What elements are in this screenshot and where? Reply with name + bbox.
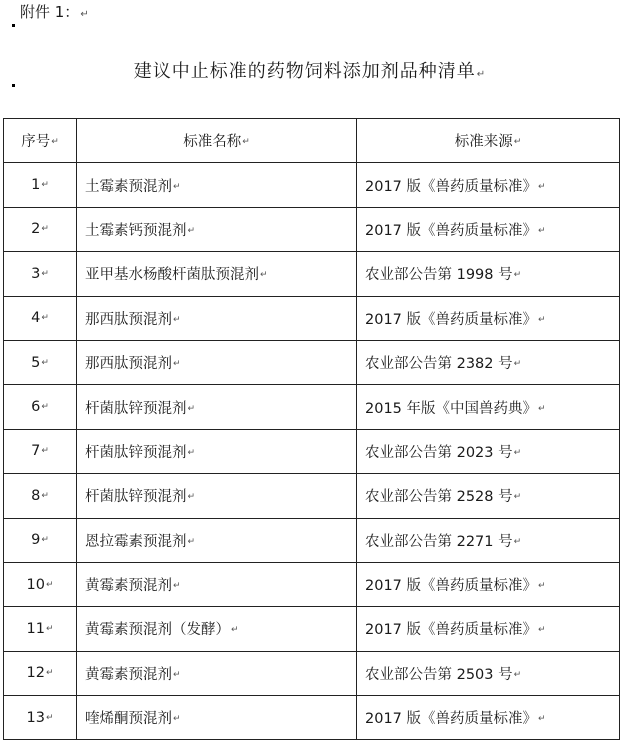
table-row	[4, 651, 620, 695]
paragraph-mark-icon: ↵	[476, 69, 487, 80]
table-row	[4, 385, 620, 429]
cell-seq: 8↵	[4, 474, 77, 518]
cell-standard-name: 杆菌肽锌预混剂↵	[77, 429, 357, 473]
table-row	[4, 429, 620, 473]
cell-standard-source: 2015 年版《中国兽药典》↵	[357, 385, 620, 429]
cell-seq: 6↵	[4, 385, 77, 429]
table-row	[4, 163, 620, 207]
cell-standard-source: 农业部公告第 2023 号↵	[357, 429, 620, 473]
attachment-label	[20, 1, 89, 26]
header-standard-source: 标准来源↵	[357, 119, 620, 163]
cell-standard-source: 2017 版《兽药质量标准》↵	[357, 696, 620, 740]
cell-seq: 4↵	[4, 296, 77, 340]
cell-seq: 2↵	[4, 207, 77, 251]
table-row	[4, 340, 620, 384]
cell-mark-icon: ↵	[45, 712, 54, 723]
cell-standard-source: 2017 版《兽药质量标准》↵	[357, 296, 620, 340]
cell-mark-icon: ↵	[173, 669, 181, 680]
cell-mark-icon: ↵	[45, 579, 54, 590]
cell-mark-icon: ↵	[41, 313, 49, 324]
cell-mark-icon: ↵	[45, 623, 54, 634]
table-row	[4, 696, 620, 740]
cell-mark-icon: ↵	[187, 492, 196, 503]
table-row	[4, 562, 620, 606]
document-title	[0, 58, 620, 89]
cell-seq: 3↵	[4, 252, 77, 296]
cell-mark-icon: ↵	[513, 536, 522, 547]
cell-mark-icon: ↵	[173, 181, 181, 192]
standards-table	[3, 118, 620, 740]
cell-mark-icon: ↵	[538, 403, 546, 414]
cell-mark-icon: ↵	[173, 359, 181, 370]
cell-seq: 10↵	[4, 562, 77, 606]
cell-mark-icon: ↵	[538, 714, 546, 725]
cell-mark-icon: ↵	[538, 625, 546, 636]
cell-standard-name: 黄霉素预混剂（发酵）↵	[77, 607, 357, 651]
cell-mark-icon: ↵	[173, 714, 181, 725]
cell-standard-source: 农业部公告第 2503 号↵	[357, 651, 620, 695]
cell-standard-name: 恩拉霉素预混剂↵	[77, 518, 357, 562]
cell-mark-icon: ↵	[41, 357, 49, 368]
cell-mark-icon: ↵	[187, 447, 196, 458]
table-row	[4, 518, 620, 562]
header-standard-name: 标准名称↵	[77, 119, 357, 163]
table-header-row	[4, 119, 620, 163]
cell-standard-source: 2017 版《兽药质量标准》↵	[357, 607, 620, 651]
cell-standard-source: 2017 版《兽药质量标准》↵	[357, 562, 620, 606]
cell-standard-source: 2017 版《兽药质量标准》↵	[357, 163, 620, 207]
cell-seq: 11↵	[4, 607, 77, 651]
cell-standard-source: 农业部公告第 1998 号↵	[357, 252, 620, 296]
cell-mark-icon: ↵	[187, 403, 196, 414]
cell-mark-icon: ↵	[41, 180, 49, 191]
cell-seq: 7↵	[4, 429, 77, 473]
table-body	[4, 163, 620, 740]
cell-mark-icon: ↵	[513, 447, 522, 458]
cell-standard-name: 杆菌肽锌预混剂↵	[77, 474, 357, 518]
cell-seq: 13↵	[4, 696, 77, 740]
table-row	[4, 296, 620, 340]
table-row	[4, 607, 620, 651]
document-title-text: 建议中止标准的药物饲料添加剂品种清单	[133, 61, 476, 82]
cell-mark-icon: ↵	[513, 270, 522, 281]
cell-mark-icon: ↵	[173, 581, 181, 592]
cell-mark-icon: ↵	[538, 581, 546, 592]
cell-standard-name: 那西肽预混剂↵	[77, 340, 357, 384]
cell-standard-name: 土霉素预混剂↵	[77, 163, 357, 207]
cell-mark-icon: ↵	[45, 668, 54, 679]
cell-standard-name: 黄霉素预混剂↵	[77, 651, 357, 695]
table-row	[4, 207, 620, 251]
cell-mark-icon: ↵	[231, 625, 239, 636]
cell-standard-source: 2017 版《兽药质量标准》↵	[357, 207, 620, 251]
cell-mark-icon: ↵	[41, 446, 49, 457]
cell-standard-source: 农业部公告第 2271 号↵	[357, 518, 620, 562]
cell-mark-icon: ↵	[242, 137, 250, 148]
cell-seq: 9↵	[4, 518, 77, 562]
table-row	[4, 474, 620, 518]
paragraph-mark-icon: ↵	[80, 9, 89, 20]
cell-mark-icon: ↵	[513, 359, 522, 370]
cell-mark-icon: ↵	[538, 181, 546, 192]
cell-mark-icon: ↵	[538, 314, 546, 325]
cell-mark-icon: ↵	[187, 536, 196, 547]
paragraph-bullet-marker	[12, 24, 15, 27]
cell-seq: 5↵	[4, 340, 77, 384]
cell-standard-name: 喹烯酮预混剂↵	[77, 696, 357, 740]
cell-standard-name: 亚甲基水杨酸杆菌肽预混剂↵	[77, 252, 357, 296]
cell-standard-name: 那西肽预混剂↵	[77, 296, 357, 340]
cell-mark-icon: ↵	[41, 224, 49, 235]
cell-mark-icon: ↵	[173, 314, 181, 325]
attachment-text: 附件 1：	[20, 3, 80, 21]
cell-mark-icon: ↵	[260, 270, 268, 281]
cell-standard-name: 黄霉素预混剂↵	[77, 562, 357, 606]
cell-seq: 1↵	[4, 163, 77, 207]
cell-mark-icon: ↵	[513, 669, 522, 680]
cell-standard-source: 农业部公告第 2382 号↵	[357, 340, 620, 384]
cell-mark-icon: ↵	[41, 402, 49, 413]
header-seq: 序号↵	[4, 119, 77, 163]
cell-standard-name: 土霉素钙预混剂↵	[77, 207, 357, 251]
cell-standard-source: 农业部公告第 2528 号↵	[357, 474, 620, 518]
table-row	[4, 252, 620, 296]
cell-mark-icon: ↵	[51, 137, 59, 148]
cell-seq: 12↵	[4, 651, 77, 695]
cell-mark-icon: ↵	[513, 137, 522, 148]
cell-standard-name: 杆菌肽锌预混剂↵	[77, 385, 357, 429]
cell-mark-icon: ↵	[513, 492, 522, 503]
cell-mark-icon: ↵	[538, 225, 546, 236]
cell-mark-icon: ↵	[41, 268, 49, 279]
cell-mark-icon: ↵	[187, 225, 196, 236]
cell-mark-icon: ↵	[41, 535, 49, 546]
cell-mark-icon: ↵	[41, 490, 49, 501]
